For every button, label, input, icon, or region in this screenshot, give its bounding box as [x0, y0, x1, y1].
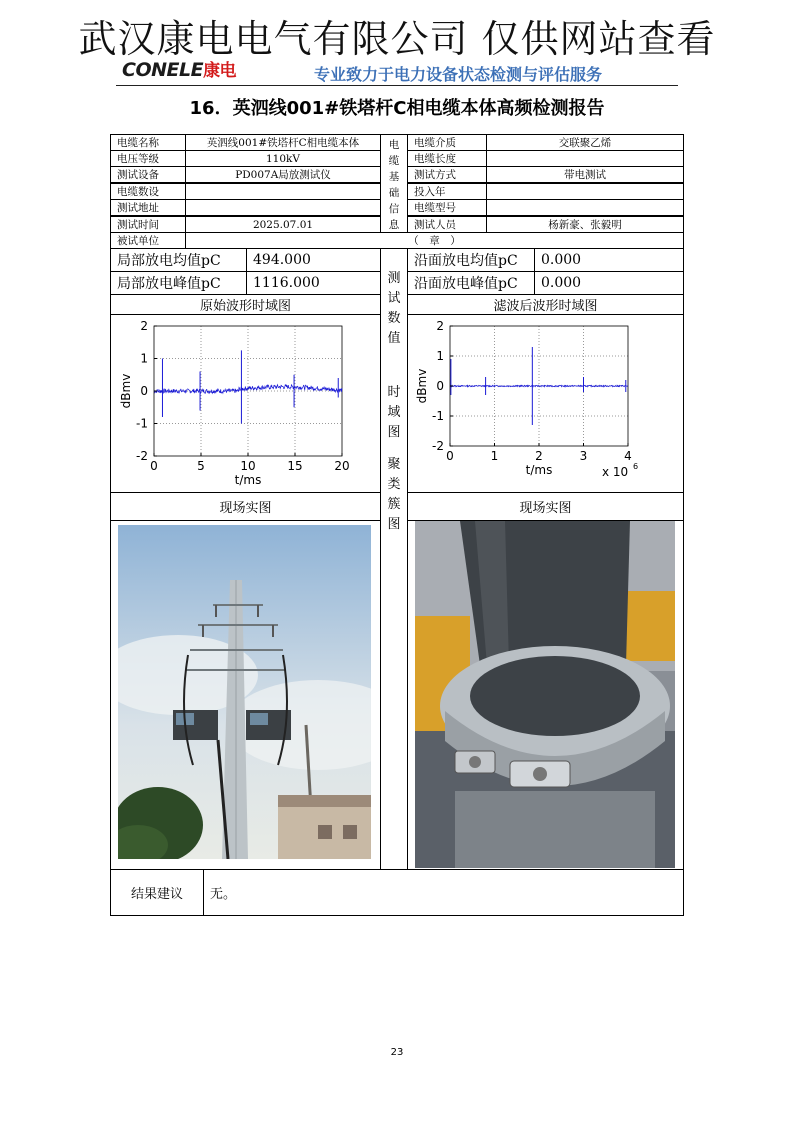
info-label: 电缆名称	[110, 134, 186, 151]
info-label: 电缆型号	[407, 199, 487, 216]
info-value	[486, 150, 684, 167]
vert-char: 缆	[388, 155, 400, 167]
vert-char: 信	[388, 203, 400, 215]
y-tick-label: -2	[136, 449, 148, 463]
surface-avg-value: 0.000	[534, 248, 684, 272]
vert-char: 电	[388, 139, 400, 151]
vert-char: 聚	[387, 457, 401, 472]
pd-avg-label: 局部放电均值pC	[110, 248, 247, 272]
logo-text: CONELE	[122, 59, 204, 81]
info-value	[185, 199, 381, 216]
vert-char: 簇	[387, 497, 401, 512]
raw-waveform-header: 原始波形时域图	[110, 294, 381, 315]
y-tick-label: 0	[436, 379, 444, 393]
y-tick-label: -2	[432, 439, 444, 453]
unit-label: 被试单位	[110, 232, 186, 249]
x-tick-label: 2	[535, 449, 543, 463]
x-axis-label: t/ms	[525, 463, 553, 477]
page-number: 23	[390, 1047, 404, 1058]
y-tick-label: 2	[436, 319, 444, 333]
x-tick-label: 4	[624, 449, 632, 463]
vert-char: 类	[387, 477, 401, 492]
site-photo-right-header: 现场实图	[407, 492, 684, 521]
info-label: 测试方式	[407, 166, 487, 183]
vert-char: 图	[387, 517, 401, 532]
info-label: 测试设备	[110, 166, 186, 183]
x-axis-label: t/ms	[234, 473, 262, 487]
vert-char: 础	[388, 187, 400, 199]
info-value	[185, 183, 381, 200]
pd-avg-value: 494.000	[246, 248, 381, 272]
pd-peak-value: 1116.000	[246, 271, 381, 295]
y-tick-label: 2	[140, 319, 148, 333]
info-value: 2025.07.01	[185, 216, 381, 233]
info-label: 测试时间	[110, 216, 186, 233]
vert-char: 域	[387, 405, 401, 420]
unit-value: （ 章 ）	[185, 232, 684, 249]
x-tick-label: 1	[490, 449, 499, 463]
info-label: 电缆介质	[407, 134, 487, 151]
vert-char: 数	[387, 311, 401, 326]
info-value: 英泗线001#铁塔杆C相电缆本体	[185, 134, 381, 151]
x-multiplier-label: x 10	[602, 465, 629, 479]
vert-char: 试	[387, 291, 401, 306]
surface-peak-value: 0.000	[534, 271, 684, 295]
raw-waveform-chart	[112, 316, 380, 492]
x-multiplier-exp: 6	[633, 462, 639, 471]
surface-peak-label: 沿面放电峰值pC	[407, 271, 535, 295]
header-divider	[116, 85, 678, 86]
tower-photo	[118, 525, 371, 859]
info-label: 电缆长度	[407, 150, 487, 167]
info-label: 测试地址	[110, 199, 186, 216]
info-vertical-label	[380, 134, 408, 233]
info-value: 杨新豪、张毅明	[486, 216, 684, 233]
result-label: 结果建议	[110, 869, 204, 916]
y-axis-label: dBmv	[119, 373, 133, 409]
info-label: 测试人员	[407, 216, 487, 233]
result-value: 无。	[203, 869, 684, 916]
info-value	[486, 199, 684, 216]
x-tick-label: 20	[334, 459, 350, 473]
pd-peak-label: 局部放电峰值pC	[110, 271, 247, 295]
company-slogan: 专业致力于电力设备状态检测与评估服务	[314, 65, 603, 84]
cable-clamp-photo	[415, 521, 675, 868]
info-value: 带电测试	[486, 166, 684, 183]
filtered-waveform-header: 滤波后波形时域图	[407, 294, 684, 315]
y-axis-label: dBmv	[415, 368, 429, 404]
y-tick-label: 1	[436, 349, 444, 363]
vert-char: 基	[388, 171, 400, 183]
y-tick-label: -1	[432, 409, 444, 423]
info-label: 电压等级	[110, 150, 186, 167]
watermark-text: 武汉康电电气有限公司 仅供网站查看	[78, 17, 716, 61]
x-tick-label: 3	[579, 449, 588, 463]
info-label: 投入年	[407, 183, 487, 200]
x-tick-label: 5	[197, 459, 205, 473]
info-value	[486, 183, 684, 200]
vert-char: 时	[387, 385, 401, 400]
filtered-waveform-chart	[409, 316, 682, 492]
info-value: 交联聚乙烯	[486, 134, 684, 151]
middle-vertical-column	[380, 248, 408, 870]
y-tick-label: 1	[140, 351, 148, 366]
site-photo-left-header: 现场实图	[110, 492, 381, 521]
y-tick-label: -1	[136, 416, 148, 431]
y-tick-label: 0	[140, 384, 148, 398]
report-title: 16．英泗线001#铁塔杆C相电缆本体高频检测报告	[189, 98, 605, 119]
vert-char: 值	[387, 331, 401, 346]
info-value: 110kV	[185, 150, 381, 167]
vert-char: 图	[387, 425, 401, 440]
info-label: 电缆数设	[110, 183, 186, 200]
x-tick-label: 15	[287, 459, 303, 473]
x-tick-label: 0	[150, 459, 158, 473]
company-logo	[122, 56, 237, 81]
surface-avg-label: 沿面放电均值pC	[407, 248, 535, 272]
logo-red-text: 康电	[203, 61, 237, 81]
x-tick-label: 0	[446, 449, 454, 463]
x-tick-label: 10	[240, 459, 256, 473]
vert-char: 测	[387, 271, 401, 286]
vert-char: 息	[388, 219, 400, 231]
info-value: PD007A局放测试仪	[185, 166, 381, 183]
